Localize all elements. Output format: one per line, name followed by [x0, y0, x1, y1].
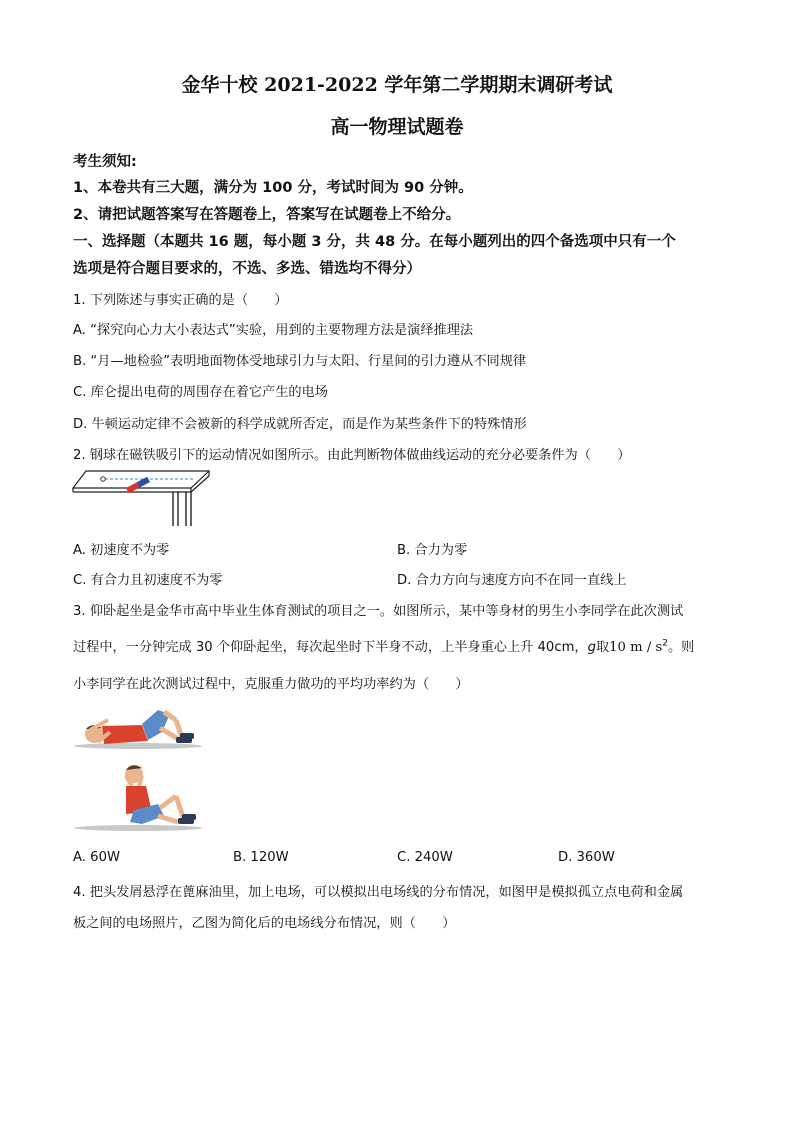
q3-option-a: A. 60W	[73, 850, 120, 865]
table-magnet-figure	[72, 468, 214, 528]
q2-option-b: B. 合力为零	[397, 543, 468, 558]
floor-shadow	[74, 825, 202, 831]
q2-option-d: D. 合力方向与速度方向不在同一直线上	[397, 573, 627, 588]
page-title: 金华十校 2021-2022 学年第二学期期末调研考试	[181, 74, 613, 96]
notice-heading: 考生须知:	[73, 154, 137, 170]
situp-lying-figure	[72, 702, 208, 752]
section-heading-line1: 一、选择题（本题共 16 题，每小题 3 分，共 48 分。在每小题列出的四个备选项中只有一个	[73, 234, 676, 250]
q3-stem-line1: 3. 仰卧起坐是金华市高中毕业生体育测试的项目之一。如图所示，某中等身材的男生小李同学在此次测试	[73, 604, 684, 619]
q3-stem-line2: 过程中，一分钟完成 30 个仰卧起坐，每次起坐时下半身不动，上半身重心上升 40cm，g取10 m / $s^2$。则	[73, 638, 695, 655]
q3-option-c: C. 240W	[397, 850, 453, 865]
q1-option-a: A. “探究向心力大小表达式”实验，用到的主要物理方法是演绎推理法	[73, 323, 474, 338]
q4-stem-line1: 4. 把头发屑悬浮在蓖麻油里，加上电场，可以模拟出电场线的分布情况，如图甲是模拟孤立点电荷和金属	[73, 885, 684, 900]
notice-item-2: 2、请把试题答案写在答题卷上，答案写在试题卷上不给分。	[73, 207, 461, 223]
q3-stem-line3: 小李同学在此次测试过程中，克服重力做功的平均功率约为（ ）	[73, 677, 469, 692]
q3-option-d: D. 360W	[558, 850, 615, 865]
q1-option-d: D. 牛顿运动定律不会被新的科学成就所否定，而是作为某些条件下的特殊情形	[73, 417, 527, 432]
q2-stem: 2. 钢球在磁铁吸引下的运动情况如图所示。由此判断物体做曲线运动的充分必要条件为（ ）	[73, 448, 631, 463]
shoe	[182, 814, 196, 820]
q3-option-b: B. 120W	[233, 850, 289, 865]
q2-option-c: C. 有合力且初速度不为零	[73, 573, 223, 588]
steel-ball	[101, 477, 105, 481]
shoe	[180, 733, 194, 739]
page-subtitle: 高一物理试题卷	[330, 116, 464, 138]
floor-shadow	[74, 743, 202, 749]
q2-option-a: A. 初速度不为零	[73, 543, 170, 558]
q1-stem: 1. 下列陈述与事实正确的是（ ）	[73, 293, 288, 308]
section-heading-line2: 选项是符合题目要求的，不选、多选、错选均不得分）	[73, 261, 421, 277]
q1-option-c: C. 库仑提出电荷的周围存在着它产生的电场	[73, 385, 328, 400]
q1-option-b: B. “月—地检验”表明地面物体受地球引力与太阳、行星间的引力遵从不同规律	[73, 354, 527, 369]
leg	[160, 796, 176, 808]
q4-stem-line2: 板之间的电场照片，乙图为简化后的电场线分布情况，则（ ）	[73, 916, 456, 931]
situp-sitting-figure	[72, 762, 208, 834]
notice-item-1: 1、本卷共有三大题，满分为 100 分，考试时间为 90 分钟。	[73, 180, 473, 196]
